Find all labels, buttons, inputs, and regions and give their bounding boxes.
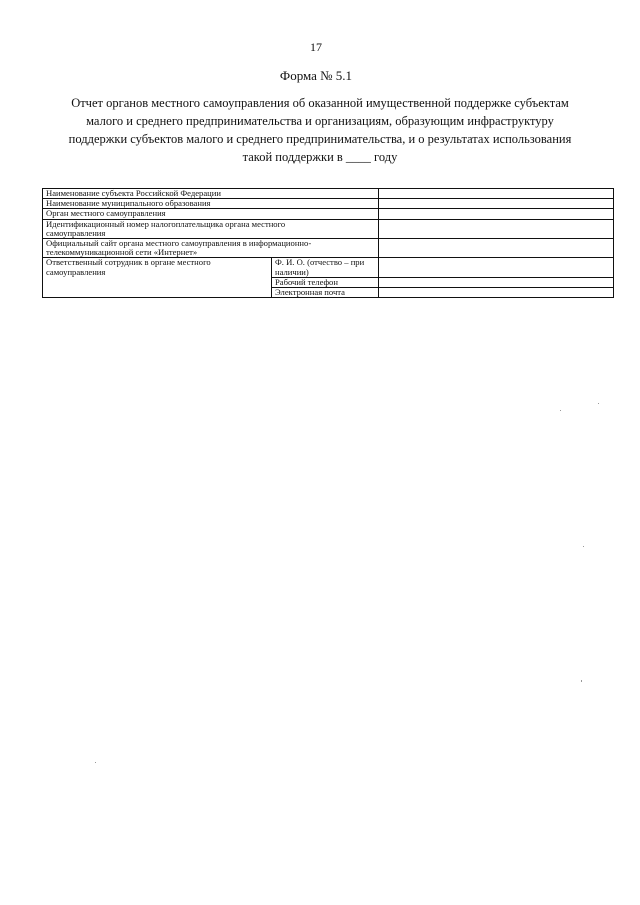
scan-speck — [581, 680, 582, 682]
contact-phone-label: Рабочий телефон — [272, 277, 379, 287]
contact-email-value[interactable] — [379, 288, 614, 298]
row-value-subject[interactable] — [379, 189, 614, 199]
contact-name-value[interactable] — [379, 258, 614, 277]
row-value-website[interactable] — [379, 239, 614, 258]
report-title-line: Отчет органов местного самоуправления об оказанной имущественной поддержке субъектам — [71, 96, 569, 110]
scan-speck — [95, 762, 96, 763]
contact-email-label: Электронная почта — [272, 288, 379, 298]
scan-speck — [583, 546, 584, 547]
row-label-municipality: Наименование муниципального образования — [43, 199, 379, 209]
page-number: 17 — [310, 40, 322, 54]
table-row — [43, 209, 614, 219]
table-row — [43, 239, 614, 258]
row-label-subject: Наименование субъекта Российской Федерации — [43, 189, 379, 199]
row-value-municipality[interactable] — [379, 199, 614, 209]
row-label-inn: Идентификационный номер налогоплательщика органа местного самоуправления — [43, 219, 379, 238]
table-row — [43, 219, 614, 238]
scan-speck — [560, 410, 561, 411]
report-title-line: малого и среднего предпринимательства и организациям, образующим инфраструктуру — [86, 114, 554, 128]
form-title: Форма № 5.1 — [279, 68, 353, 83]
table-row — [43, 199, 614, 209]
contact-name-label: Ф. И. О. (отчество – при наличии) — [272, 258, 379, 277]
report-title-line: поддержки субъектов малого и среднего предпринимательства, и о результатах использования — [68, 132, 572, 146]
contact-label: Ответственный сотрудник в органе местного самоуправления — [43, 258, 272, 298]
row-value-inn[interactable] — [379, 219, 614, 238]
row-value-authority[interactable] — [379, 209, 614, 219]
scan-speck — [598, 403, 599, 404]
report-title — [40, 94, 600, 166]
report-info-table — [42, 188, 614, 298]
row-label-website: Официальный сайт органа местного самоуправления в информационно-телекоммуникационной сети «Интернет» — [43, 239, 379, 258]
table-row — [43, 258, 614, 277]
report-title-line: такой поддержки в ____ году — [242, 150, 398, 164]
table-row — [43, 189, 614, 199]
row-label-authority: Орган местного самоуправления — [43, 209, 379, 219]
contact-phone-value[interactable] — [379, 277, 614, 287]
